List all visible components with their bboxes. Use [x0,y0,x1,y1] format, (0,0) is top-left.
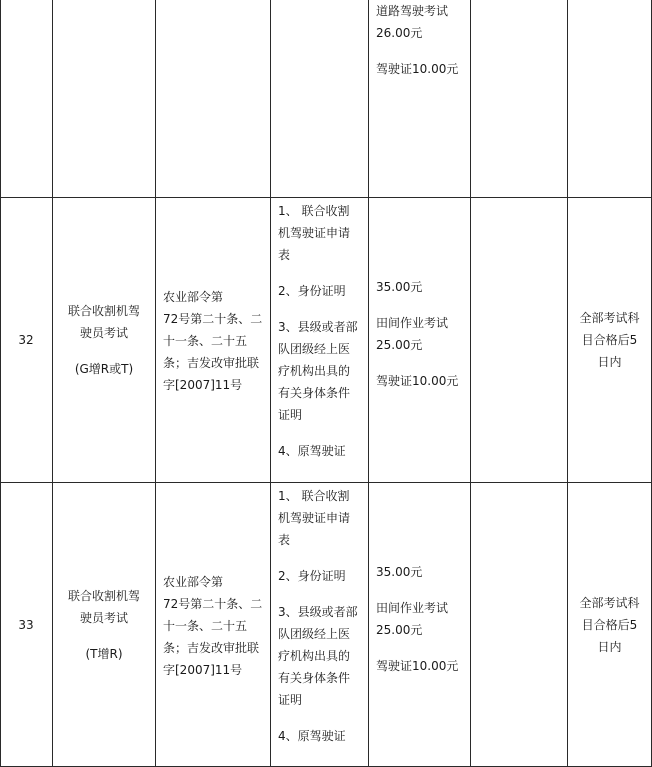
fee-license: 驾驶证10.00元 [376,62,459,76]
basis-cell [163,286,270,396]
time-limit-cell [568,198,651,482]
row-number-text: 32 [18,333,34,347]
top-row-fee-cell [376,0,470,80]
time-limit: 全部考试科 目合格后5 日内 [579,311,640,369]
item-sub: (T增R) [85,646,123,661]
basis-cell [163,571,270,681]
item-name: 联合收割机驾 驶员考试 [67,588,140,625]
legal-basis: 农业部令第 72号第二十条、二 十一条、二十五 条；吉发改审批联 字[2007]11号 [163,290,263,392]
material-1: 1、 联合收割 机驾驶证申请 表 [278,489,351,547]
table-row [0,483,652,766]
material-1: 1、 联合收割 机驾驶证申请 表 [278,204,351,262]
material-4: 4、原驾驶证 [278,444,346,458]
material-3: 3、县级或者部 队团级经上医 疗机构出具的 有关身体条件 证明 [278,605,358,707]
fee-total: 35.00元 [376,565,423,579]
legal-basis: 农业部令第 72号第二十条、二 十一条、二十五 条；吉发改审批联 字[2007]11号 [163,575,263,677]
time-limit-cell [568,483,651,766]
fee-road-exam: 道路驾驶考试 26.00元 [376,4,449,40]
fee-license: 驾驶证10.00元 [376,374,459,388]
item-cell [53,483,155,766]
row-number-text: 33 [18,617,34,632]
table-row [0,198,652,482]
material-2: 2、身份证明 [278,284,346,298]
time-limit: 全部考试科 目合格后5 日内 [579,595,640,654]
material-4: 4、原驾驶证 [278,729,346,743]
fee-field-exam: 田间作业考试 25.00元 [376,316,449,352]
item-name: 联合收割机驾 驶员考试 [67,304,140,340]
material-2: 2、身份证明 [278,569,346,583]
fees-cell [376,561,470,677]
row-number [0,198,52,482]
materials-cell [278,200,368,462]
item-cell [53,198,155,482]
fee-field-exam: 田间作业考试 25.00元 [376,601,449,637]
fee-license: 驾驶证10.00元 [376,659,459,673]
fee-total: 35.00元 [376,280,423,294]
materials-cell [278,485,368,747]
item-sub: (G增R或T) [74,362,134,376]
fees-cell [376,276,470,392]
material-3: 3、县级或者部 队团级经上医 疗机构出具的 有关身体条件 证明 [278,320,358,422]
row-number [0,483,52,766]
